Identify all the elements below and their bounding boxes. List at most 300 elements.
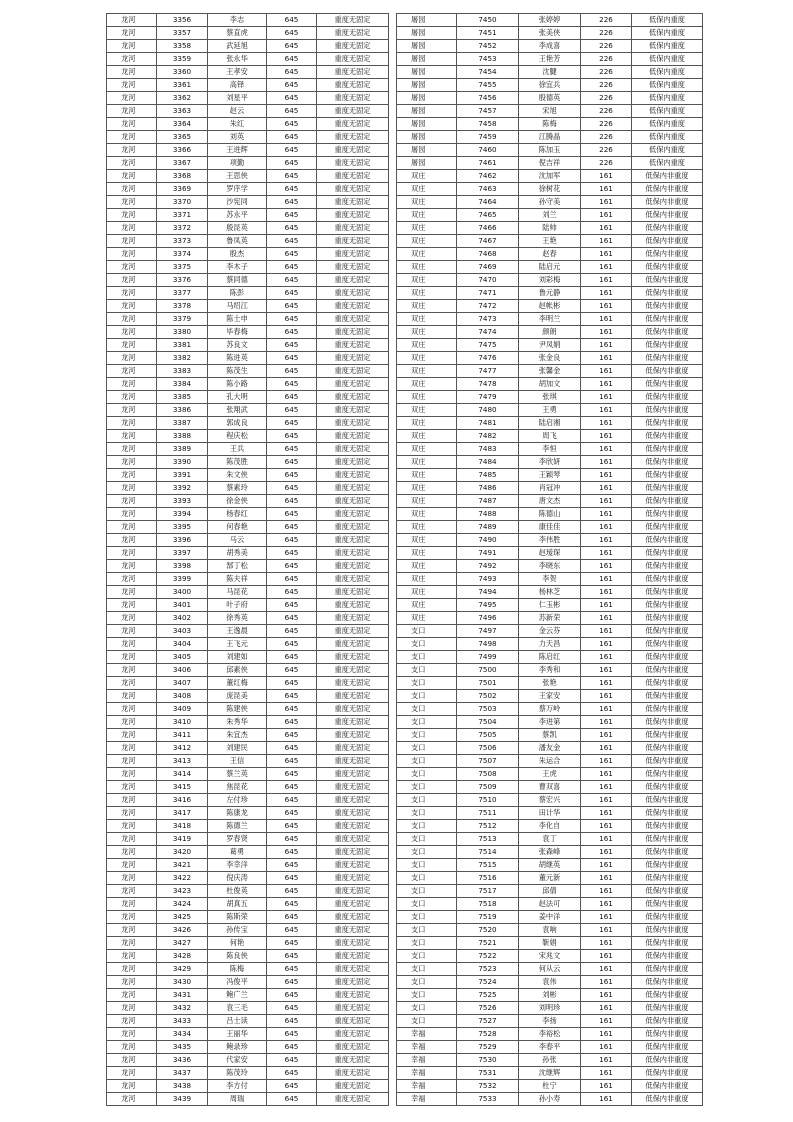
table-row — [107, 807, 389, 820]
table-row — [107, 729, 389, 742]
town-cell: 龙河 — [107, 443, 157, 456]
category-cell: 重度无固定 — [317, 326, 389, 339]
name-cell: 宋旭 — [519, 105, 581, 118]
category-cell: 低保内非重度 — [632, 755, 703, 768]
amount-cell: 645 — [267, 53, 317, 66]
name-cell: 尹凤娟 — [519, 339, 581, 352]
table-row — [397, 365, 703, 378]
id-cell: 3390 — [157, 456, 208, 469]
category-cell: 低保内非重度 — [632, 521, 703, 534]
table-row — [107, 339, 389, 352]
name-cell: 苏永平 — [208, 209, 267, 222]
amount-cell: 645 — [267, 1028, 317, 1041]
category-cell: 低保内非重度 — [632, 703, 703, 716]
town-cell: 龙河 — [107, 378, 157, 391]
id-cell: 3392 — [157, 482, 208, 495]
amount-cell: 645 — [267, 1054, 317, 1067]
town-cell: 龙河 — [107, 976, 157, 989]
id-cell: 3398 — [157, 560, 208, 573]
amount-cell: 161 — [581, 430, 632, 443]
table-row — [107, 508, 389, 521]
id-cell: 7475 — [457, 339, 519, 352]
amount-cell: 645 — [267, 885, 317, 898]
amount-cell: 645 — [267, 807, 317, 820]
name-cell: 王信 — [208, 755, 267, 768]
town-cell: 龙河 — [107, 807, 157, 820]
id-cell: 3396 — [157, 534, 208, 547]
name-cell: 李春平 — [519, 1041, 581, 1054]
id-cell: 7520 — [457, 924, 519, 937]
town-cell: 双庄 — [397, 521, 457, 534]
table-row — [107, 898, 389, 911]
id-cell: 7510 — [457, 794, 519, 807]
amount-cell: 645 — [267, 274, 317, 287]
amount-cell: 161 — [581, 911, 632, 924]
id-cell: 3383 — [157, 365, 208, 378]
category-cell: 重度无固定 — [317, 1041, 389, 1054]
amount-cell: 645 — [267, 495, 317, 508]
id-cell: 3408 — [157, 690, 208, 703]
name-cell: 张美侠 — [519, 27, 581, 40]
amount-cell: 645 — [267, 66, 317, 79]
town-cell: 双庄 — [397, 612, 457, 625]
name-cell: 王飞元 — [208, 638, 267, 651]
name-cell: 袁响 — [519, 924, 581, 937]
category-cell: 重度无固定 — [317, 1093, 389, 1106]
id-cell: 7509 — [457, 781, 519, 794]
table-row — [397, 482, 703, 495]
category-cell: 低保内非重度 — [632, 365, 703, 378]
category-cell: 重度无固定 — [317, 157, 389, 170]
name-cell: 刘彩梅 — [519, 274, 581, 287]
name-cell: 陈茂生 — [208, 365, 267, 378]
id-cell: 7497 — [457, 625, 519, 638]
table-row — [107, 833, 389, 846]
name-cell: 郭成良 — [208, 417, 267, 430]
id-cell: 7529 — [457, 1041, 519, 1054]
table-row — [107, 755, 389, 768]
table-row — [397, 27, 703, 40]
amount-cell: 161 — [581, 313, 632, 326]
name-cell: 赵春 — [519, 248, 581, 261]
name-cell: 朱运合 — [519, 755, 581, 768]
table-row — [397, 547, 703, 560]
town-cell: 支口 — [397, 625, 457, 638]
amount-cell: 645 — [267, 170, 317, 183]
table-row — [397, 1028, 703, 1041]
amount-cell: 161 — [581, 443, 632, 456]
category-cell: 重度无固定 — [317, 508, 389, 521]
category-cell: 低保内非重度 — [632, 599, 703, 612]
id-cell: 3373 — [157, 235, 208, 248]
table-row — [397, 456, 703, 469]
amount-cell: 161 — [581, 339, 632, 352]
id-cell: 7480 — [457, 404, 519, 417]
table-row — [107, 547, 389, 560]
category-cell: 低保内非重度 — [632, 885, 703, 898]
name-cell: 殷杰 — [208, 248, 267, 261]
amount-cell: 161 — [581, 1093, 632, 1106]
town-cell: 龙河 — [107, 859, 157, 872]
category-cell: 低保内重度 — [632, 131, 703, 144]
table-row — [107, 768, 389, 781]
id-cell: 7522 — [457, 950, 519, 963]
town-cell: 屠园 — [397, 53, 457, 66]
amount-cell: 645 — [267, 729, 317, 742]
category-cell: 低保内非重度 — [632, 1054, 703, 1067]
category-cell: 低保内非重度 — [632, 443, 703, 456]
town-cell: 双庄 — [397, 547, 457, 560]
category-cell: 重度无固定 — [317, 222, 389, 235]
amount-cell: 645 — [267, 339, 317, 352]
table-row — [397, 404, 703, 417]
table-row — [107, 781, 389, 794]
name-cell: 胡秀美 — [208, 547, 267, 560]
town-cell: 龙河 — [107, 573, 157, 586]
town-cell: 双庄 — [397, 378, 457, 391]
table-row — [107, 27, 389, 40]
amount-cell: 645 — [267, 300, 317, 313]
table-row — [397, 1054, 703, 1067]
name-cell: 何春艳 — [208, 521, 267, 534]
town-cell: 龙河 — [107, 456, 157, 469]
amount-cell: 645 — [267, 638, 317, 651]
table-row — [397, 820, 703, 833]
amount-cell: 645 — [267, 742, 317, 755]
town-cell: 龙河 — [107, 703, 157, 716]
name-cell: 李化自 — [519, 820, 581, 833]
town-cell: 龙河 — [107, 196, 157, 209]
table-row — [107, 118, 389, 131]
category-cell: 低保内非重度 — [632, 469, 703, 482]
id-cell: 7453 — [457, 53, 519, 66]
id-cell: 7468 — [457, 248, 519, 261]
amount-cell: 161 — [581, 651, 632, 664]
amount-cell: 161 — [581, 1028, 632, 1041]
town-cell: 龙河 — [107, 521, 157, 534]
town-cell: 屠园 — [397, 27, 457, 40]
name-cell: 赵法可 — [519, 898, 581, 911]
table-row — [107, 482, 389, 495]
name-cell: 庞昆美 — [208, 690, 267, 703]
id-cell: 3421 — [157, 859, 208, 872]
town-cell: 龙河 — [107, 417, 157, 430]
name-cell: 陈德兰 — [208, 820, 267, 833]
category-cell: 重度无固定 — [317, 625, 389, 638]
table-row — [397, 560, 703, 573]
category-cell: 低保内非重度 — [632, 677, 703, 690]
amount-cell: 226 — [581, 66, 632, 79]
town-cell: 龙河 — [107, 950, 157, 963]
town-cell: 龙河 — [107, 716, 157, 729]
name-cell: 陈小路 — [208, 378, 267, 391]
amount-cell: 161 — [581, 833, 632, 846]
name-cell: 邱素侠 — [208, 664, 267, 677]
category-cell: 低保内非重度 — [632, 898, 703, 911]
table-row — [107, 573, 389, 586]
table-row — [397, 859, 703, 872]
name-cell: 陈德山 — [519, 508, 581, 521]
id-cell: 3371 — [157, 209, 208, 222]
amount-cell: 226 — [581, 144, 632, 157]
town-cell: 龙河 — [107, 495, 157, 508]
table-row — [397, 235, 703, 248]
amount-cell: 645 — [267, 183, 317, 196]
amount-cell: 161 — [581, 716, 632, 729]
name-cell: 陈良侠 — [208, 950, 267, 963]
table-row — [107, 690, 389, 703]
name-cell: 郜丁松 — [208, 560, 267, 573]
id-cell: 3391 — [157, 469, 208, 482]
town-cell: 支口 — [397, 794, 457, 807]
amount-cell: 645 — [267, 651, 317, 664]
town-cell: 屠园 — [397, 118, 457, 131]
town-cell: 双庄 — [397, 300, 457, 313]
id-cell: 3425 — [157, 911, 208, 924]
amount-cell: 161 — [581, 365, 632, 378]
amount-cell: 645 — [267, 820, 317, 833]
amount-cell: 645 — [267, 833, 317, 846]
id-cell: 7502 — [457, 690, 519, 703]
category-cell: 重度无固定 — [317, 53, 389, 66]
name-cell: 陈夫祥 — [208, 573, 267, 586]
town-cell: 支口 — [397, 677, 457, 690]
town-cell: 龙河 — [107, 222, 157, 235]
table-row — [107, 1067, 389, 1080]
table-row — [397, 40, 703, 53]
id-cell: 3402 — [157, 612, 208, 625]
town-cell: 双庄 — [397, 586, 457, 599]
id-cell: 3438 — [157, 1080, 208, 1093]
table-row — [397, 807, 703, 820]
category-cell: 低保内非重度 — [632, 820, 703, 833]
name-cell: 李明兰 — [519, 313, 581, 326]
town-cell: 双庄 — [397, 352, 457, 365]
category-cell: 重度无固定 — [317, 534, 389, 547]
town-cell: 龙河 — [107, 170, 157, 183]
amount-cell: 161 — [581, 495, 632, 508]
category-cell: 重度无固定 — [317, 1054, 389, 1067]
town-cell: 龙河 — [107, 911, 157, 924]
category-cell: 低保内非重度 — [632, 1067, 703, 1080]
table-row — [107, 365, 389, 378]
id-cell: 3403 — [157, 625, 208, 638]
town-cell: 双庄 — [397, 287, 457, 300]
name-cell: 项勤 — [208, 157, 267, 170]
amount-cell: 645 — [267, 209, 317, 222]
name-cell: 鲍广兰 — [208, 989, 267, 1002]
table-row — [107, 14, 389, 27]
name-cell: 王虎 — [519, 768, 581, 781]
table-row — [107, 170, 389, 183]
amount-cell: 226 — [581, 105, 632, 118]
amount-cell: 645 — [267, 677, 317, 690]
category-cell: 低保内重度 — [632, 27, 703, 40]
category-cell: 低保内非重度 — [632, 1041, 703, 1054]
category-cell: 重度无固定 — [317, 989, 389, 1002]
category-cell: 重度无固定 — [317, 170, 389, 183]
id-cell: 7523 — [457, 963, 519, 976]
id-cell: 7481 — [457, 417, 519, 430]
town-cell: 双庄 — [397, 391, 457, 404]
town-cell: 双庄 — [397, 456, 457, 469]
town-cell: 屠园 — [397, 92, 457, 105]
name-cell: 武延旭 — [208, 40, 267, 53]
amount-cell: 645 — [267, 456, 317, 469]
amount-cell: 645 — [267, 560, 317, 573]
category-cell: 低保内非重度 — [632, 1002, 703, 1015]
category-cell: 重度无固定 — [317, 261, 389, 274]
id-cell: 7465 — [457, 209, 519, 222]
id-cell: 7471 — [457, 287, 519, 300]
name-cell: 陈茂胜 — [208, 456, 267, 469]
amount-cell: 645 — [267, 261, 317, 274]
amount-cell: 645 — [267, 443, 317, 456]
town-cell: 龙河 — [107, 924, 157, 937]
id-cell: 7487 — [457, 495, 519, 508]
id-cell: 7459 — [457, 131, 519, 144]
category-cell: 低保内非重度 — [632, 846, 703, 859]
table-row — [107, 235, 389, 248]
id-cell: 3397 — [157, 547, 208, 560]
name-cell: 陈加玉 — [519, 144, 581, 157]
town-cell: 龙河 — [107, 183, 157, 196]
table-row — [107, 92, 389, 105]
table-row — [397, 339, 703, 352]
name-cell: 李幸洋 — [208, 859, 267, 872]
town-cell: 双庄 — [397, 508, 457, 521]
amount-cell: 161 — [581, 820, 632, 833]
amount-cell: 161 — [581, 1002, 632, 1015]
table-row — [107, 196, 389, 209]
town-cell: 双庄 — [397, 183, 457, 196]
category-cell: 重度无固定 — [317, 963, 389, 976]
table-row — [397, 781, 703, 794]
id-cell: 3360 — [157, 66, 208, 79]
category-cell: 低保内非重度 — [632, 859, 703, 872]
town-cell: 龙河 — [107, 664, 157, 677]
category-cell: 低保内非重度 — [632, 560, 703, 573]
name-cell: 姜中洋 — [519, 911, 581, 924]
category-cell: 重度无固定 — [317, 274, 389, 287]
name-cell: 颜朗 — [519, 326, 581, 339]
town-cell: 龙河 — [107, 1067, 157, 1080]
category-cell: 低保内非重度 — [632, 625, 703, 638]
id-cell: 3401 — [157, 599, 208, 612]
table-row — [397, 495, 703, 508]
town-cell: 支口 — [397, 859, 457, 872]
category-cell: 重度无固定 — [317, 859, 389, 872]
category-cell: 低保内非重度 — [632, 716, 703, 729]
id-cell: 7507 — [457, 755, 519, 768]
table-row — [107, 105, 389, 118]
table-row — [107, 391, 389, 404]
town-cell: 龙河 — [107, 586, 157, 599]
id-cell: 3439 — [157, 1093, 208, 1106]
category-cell: 重度无固定 — [317, 794, 389, 807]
table-row — [107, 963, 389, 976]
table-row — [397, 664, 703, 677]
table-row — [107, 742, 389, 755]
id-cell: 7498 — [457, 638, 519, 651]
amount-cell: 161 — [581, 508, 632, 521]
category-cell: 重度无固定 — [317, 1067, 389, 1080]
amount-cell: 161 — [581, 560, 632, 573]
name-cell: 仁玉彬 — [519, 599, 581, 612]
amount-cell: 645 — [267, 1002, 317, 1015]
amount-cell: 161 — [581, 456, 632, 469]
table-row — [107, 443, 389, 456]
table-row — [397, 300, 703, 313]
id-cell: 7515 — [457, 859, 519, 872]
table-row — [107, 313, 389, 326]
table-row — [107, 638, 389, 651]
town-cell: 双庄 — [397, 222, 457, 235]
category-cell: 重度无固定 — [317, 1080, 389, 1093]
category-cell: 重度无固定 — [317, 365, 389, 378]
table-row — [107, 599, 389, 612]
table-row — [397, 950, 703, 963]
name-cell: 李木子 — [208, 261, 267, 274]
category-cell: 重度无固定 — [317, 313, 389, 326]
table-row — [397, 92, 703, 105]
amount-cell: 226 — [581, 14, 632, 27]
name-cell: 张婷婷 — [519, 14, 581, 27]
town-cell: 支口 — [397, 924, 457, 937]
category-cell: 重度无固定 — [317, 144, 389, 157]
id-cell: 7513 — [457, 833, 519, 846]
name-cell: 沙宪同 — [208, 196, 267, 209]
category-cell: 重度无固定 — [317, 898, 389, 911]
name-cell: 刘建民 — [208, 742, 267, 755]
category-cell: 重度无固定 — [317, 105, 389, 118]
category-cell: 低保内非重度 — [632, 807, 703, 820]
id-cell: 7517 — [457, 885, 519, 898]
amount-cell: 645 — [267, 1041, 317, 1054]
table-row — [397, 963, 703, 976]
id-cell: 3434 — [157, 1028, 208, 1041]
amount-cell: 161 — [581, 1054, 632, 1067]
category-cell: 低保内非重度 — [632, 482, 703, 495]
category-cell: 重度无固定 — [317, 196, 389, 209]
table-row — [107, 1041, 389, 1054]
id-cell: 3422 — [157, 872, 208, 885]
town-cell: 龙河 — [107, 79, 157, 92]
name-cell: 刘明珍 — [519, 1002, 581, 1015]
amount-cell: 645 — [267, 508, 317, 521]
category-cell: 重度无固定 — [317, 768, 389, 781]
table-row — [397, 1080, 703, 1093]
category-cell: 低保内非重度 — [632, 950, 703, 963]
amount-cell: 645 — [267, 417, 317, 430]
id-cell: 3406 — [157, 664, 208, 677]
town-cell: 双庄 — [397, 196, 457, 209]
category-cell: 低保内非重度 — [632, 651, 703, 664]
amount-cell: 645 — [267, 534, 317, 547]
table-row — [397, 690, 703, 703]
amount-cell: 161 — [581, 768, 632, 781]
id-cell: 7525 — [457, 989, 519, 1002]
name-cell: 陈康龙 — [208, 807, 267, 820]
town-cell: 支口 — [397, 937, 457, 950]
table-row — [107, 456, 389, 469]
town-cell: 幸福 — [397, 1041, 457, 1054]
amount-cell: 161 — [581, 222, 632, 235]
name-cell: 潘友金 — [519, 742, 581, 755]
town-cell: 龙河 — [107, 508, 157, 521]
name-cell: 马绍江 — [208, 300, 267, 313]
table-row — [107, 40, 389, 53]
